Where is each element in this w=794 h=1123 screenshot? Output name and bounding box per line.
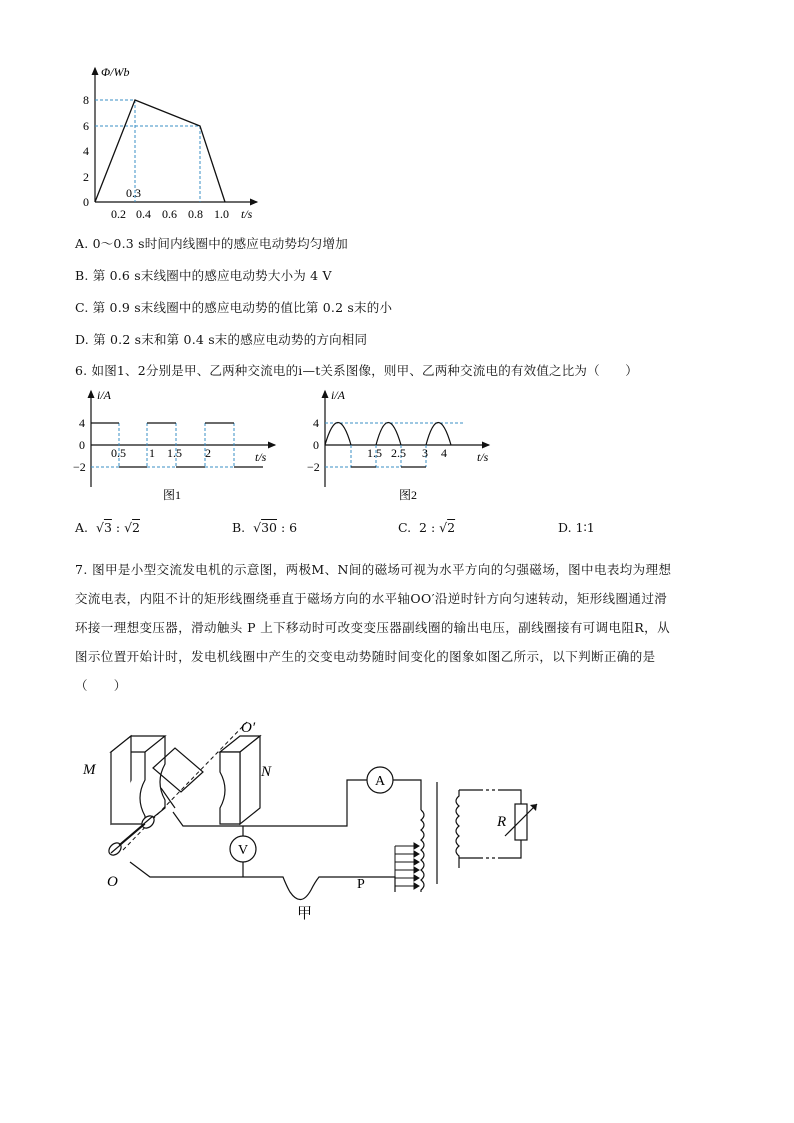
half-sine-wave xyxy=(325,423,351,446)
x-tick: 0.2 xyxy=(111,207,126,221)
variable-resistor xyxy=(515,804,527,840)
magnet-m xyxy=(111,736,165,824)
annotation-0.3: 0.3 xyxy=(126,186,141,200)
generator-transformer-diagram xyxy=(75,712,555,927)
primary-coil xyxy=(421,810,424,892)
y-axis-label: Φ/Wb xyxy=(101,65,130,79)
fig1-y-label: i/A xyxy=(97,388,111,402)
y-tick: 2 xyxy=(83,170,89,184)
fig2-x-tick: 1.5 xyxy=(367,446,382,460)
fig2-x-tick: 3 xyxy=(422,446,428,460)
q6-option-d: D. 1∶1 xyxy=(558,520,595,535)
x-axis-label: t/s xyxy=(241,207,253,221)
fig1-y-tick: 0 xyxy=(79,438,85,452)
fig2-x-label: t/s xyxy=(477,450,489,464)
q6-option-c: C. 2 : √2 xyxy=(398,520,456,535)
x-tick: 0.4 xyxy=(136,207,151,221)
label-a: A xyxy=(375,774,386,789)
y-tick: 4 xyxy=(83,144,89,158)
label-v: V xyxy=(238,843,249,858)
y-tick: 0 xyxy=(83,195,89,209)
label-o-prime: O′ xyxy=(241,720,256,736)
q6-stem: 6. 如图1、2分别是甲、乙两种交流电的i—t关系图像，则甲、乙两种交流电的有效值之比为（ ） xyxy=(75,363,638,378)
q5-option-c: C. 第 0.9 s末线圈中的感应电动势的值比第 0.2 s末的小 xyxy=(75,300,393,315)
fig2-y-label: i/A xyxy=(331,388,345,402)
flux-time-graph xyxy=(75,60,275,225)
fig2-x-tick: 4 xyxy=(441,446,447,460)
fig2-x-tick: 2.5 xyxy=(391,446,406,460)
fig1-x-tick: 0.5 xyxy=(111,446,126,460)
fig2-y-tick: 0 xyxy=(313,438,319,452)
secondary-coil xyxy=(456,790,459,868)
current-graph-fig1 xyxy=(75,385,280,505)
label-p: P xyxy=(357,877,365,892)
x-tick: 0.8 xyxy=(188,207,203,221)
q5-option-d: D. 第 0.2 s末和第 0.4 s末的感应电动势的方向相同 xyxy=(75,332,368,347)
fig1-y-tick: −2 xyxy=(73,460,86,474)
q5-option-b: B. 第 0.6 s末线圈中的感应电动势大小为 4 V xyxy=(75,268,332,283)
fig2-y-tick: 4 xyxy=(313,416,319,430)
q5-option-a: A. 0～0.3 s时间内线圈中的感应电动势均匀增加 xyxy=(75,236,348,251)
x-tick: 1.0 xyxy=(214,207,229,221)
fig2-caption: 图2 xyxy=(399,488,418,502)
label-m: M xyxy=(83,762,96,778)
sliding-contact-arrows xyxy=(395,843,419,892)
q6-option-a: A. √3 : √2 xyxy=(75,520,140,535)
y-tick: 8 xyxy=(83,93,89,107)
label-o: O xyxy=(107,874,118,890)
fig1-x-tick: 1.5 xyxy=(167,446,182,460)
y-tick: 6 xyxy=(83,119,89,133)
q7-stem: 7. 图甲是小型交流发电机的示意图，两极M、N间的磁场可视为水平方向的匀强磁场，图中电表均为理想 交流电表，内阻不计的矩形线圈绕垂直于磁场方向的水平轴OO′沿逆时针方向匀速转动，矩形线圈通过滑 环接一理想变压器，滑动触头 P 上下移动时可改变变压器副线圈的输出电压，副线圈接有可调电阻R，从 图示位置开始计时，发电机线圈中产生的交变电动势随时间变化的图象如图乙所示，以下判断正确的是 （ ） xyxy=(75,562,672,693)
magnet-n xyxy=(220,736,260,824)
q6-option-b: B. √30 : 6 xyxy=(232,520,298,535)
fig1-x-label: t/s xyxy=(255,450,267,464)
label-n: N xyxy=(261,764,272,780)
current-graph-fig2 xyxy=(305,385,495,505)
fig2-y-tick: −2 xyxy=(307,460,320,474)
label-r: R xyxy=(497,814,507,830)
fig1-x-tick: 1 xyxy=(149,446,155,460)
x-tick: 0.6 xyxy=(162,207,177,221)
fig1-caption: 图1 xyxy=(163,488,182,502)
flux-curve xyxy=(95,100,225,202)
fig1-y-tick: 4 xyxy=(79,416,85,430)
fig1-x-tick: 2 xyxy=(205,446,211,460)
diagram-caption: 甲 xyxy=(297,906,313,922)
